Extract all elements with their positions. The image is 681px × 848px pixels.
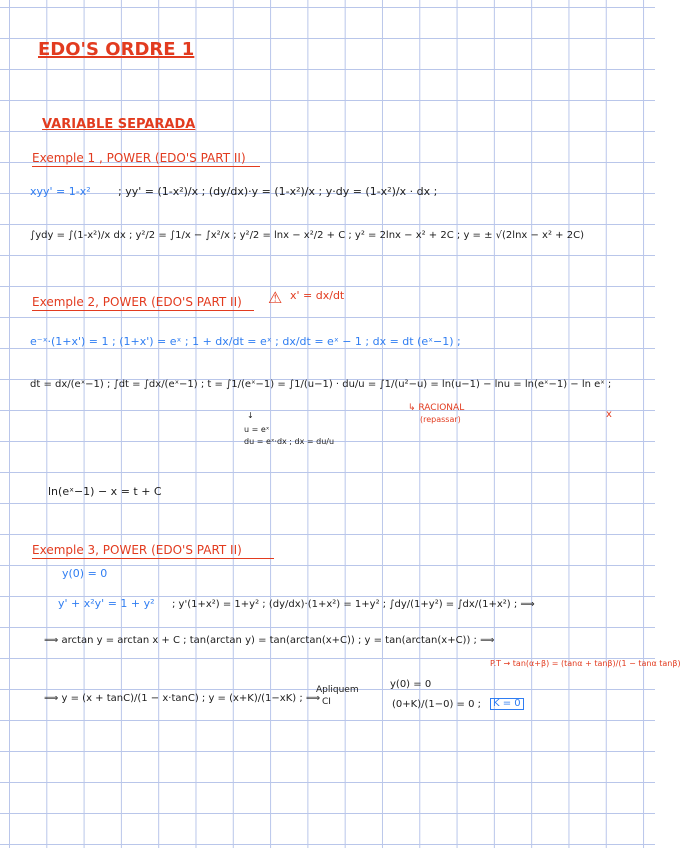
page-title: EDO'S ORDRE 1 (38, 39, 195, 60)
substitution-arrow: ↓ (247, 411, 254, 420)
racional-note: ↳ RACIONAL (408, 403, 465, 413)
warning-icon: ⚠ (268, 288, 283, 307)
ln-ex-equals-x-note: x (606, 409, 612, 420)
example-3-initial-condition: y(0) = 0 (62, 567, 108, 580)
example-1-label: Exemple 1 , POWER (EDO'S PART II) (32, 151, 246, 165)
example-2-warning-note: x' = dx/dt (290, 289, 345, 302)
substitution-du: du = eˣ·dx ; dx = du/u (244, 437, 335, 446)
example-1-underline (32, 166, 260, 167)
substitution-u: u = eˣ (244, 425, 270, 434)
example-2-line-1: e⁻ˣ·(1+x') = 1 ; (1+x') = eˣ ; 1 + dx/dt = eˣ ; dx/dt = eˣ − 1 ; dx = dt (eˣ−1) ; (30, 335, 461, 348)
example-3-line-1: ; y'(1+x²) = 1+y² ; (dy/dx)·(1+x²) = 1+y² ; ∫dy/(1+y²) = ∫dx/(1+x²) ; ⟹ (172, 599, 535, 610)
example-2-result: ln(eˣ−1) − x = t + C (48, 485, 162, 498)
example-3-equation: y' + x²y' = 1 + y² (58, 597, 155, 610)
example-3-line-3: ⟹ y = (x + tanC)/(1 − x·tanC) ; y = (x+K)/(1−xK) ; ⟹ (44, 693, 321, 704)
ci-label: CI (322, 697, 331, 707)
ci-substitution: (0+K)/(1−0) = 0 ; (392, 699, 482, 710)
example-2-label: Exemple 2, POWER (EDO'S PART II) (32, 295, 242, 309)
pt-arrow-note: P.T → tan(α+β) = (tanα + tanβ)/(1 − tanα tanβ) (490, 659, 681, 668)
example-3-line-2: ⟹ arctan y = arctan x + C ; tan(arctan y) = tan(arctan(x+C)) ; y = tan(arctan(x+C)) ; ⟹ (44, 635, 495, 646)
example-3-label: Exemple 3, POWER (EDO'S PART II) (32, 543, 242, 557)
example-3-underline (32, 558, 274, 559)
apliquem-label: Apliquem (316, 685, 359, 695)
example-1-equation: xyy' = 1-x² (30, 185, 91, 198)
example-2-line-2: dt = dx/(eˣ−1) ; ∫dt = ∫dx/(eˣ−1) ; t = ∫1/(eˣ−1) = ∫1/(u−1) · du/u = ∫1/(u²−u) = ln(u−1) − lnu = ln(eˣ−1) − ln eˣ ; (30, 379, 612, 390)
ci-value: y(0) = 0 (390, 679, 432, 690)
example-1-line-1: ; yy' = (1-x²)/x ; (dy/dx)·y = (1-x²)/x ; y·dy = (1-x²)/x · dx ; (118, 185, 438, 198)
repassar-note: (repassar) (420, 415, 461, 424)
result-box: K = 0 (490, 698, 524, 710)
section-heading: VARIABLE SEPARADA (42, 117, 196, 132)
example-2-underline (32, 310, 254, 311)
example-1-line-2: ∫ydy = ∫(1-x²)/x dx ; y²/2 = ∫1/x − ∫x²/x ; y²/2 = lnx − x²/2 + C ; y² = 2lnx − x² + 2C ; y = ± √(2lnx − x² + 2C) (30, 230, 584, 241)
